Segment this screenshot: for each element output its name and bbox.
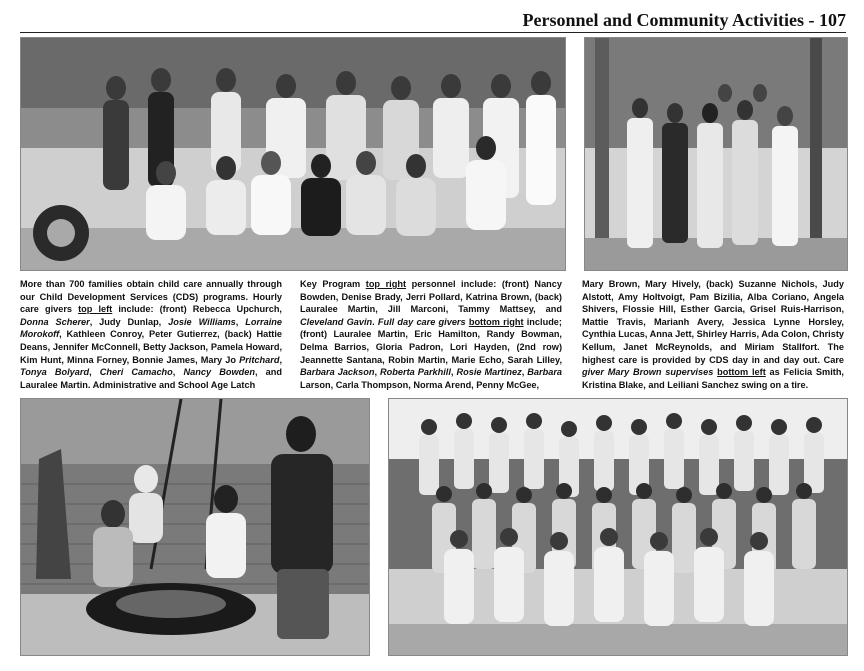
caption-text: , Kathleen Conroy, Peter Gutierrez, (back) Hattie Deans, Jennifer McConnell, Betty Jackson, Pamela Howard, Kim Hunt, Minna Forney, Bonnie James, Mary Jo	[20, 329, 282, 365]
caption-column-3	[582, 278, 844, 390]
caption-text: ,	[374, 367, 381, 378]
page-header	[20, 8, 846, 33]
caption-text: , and Lauralee Martin. Administrative and School Age Latch	[20, 367, 282, 390]
photo-key-program-personnel	[584, 37, 848, 271]
caption-name: Pritchard	[239, 354, 280, 365]
caption-text: as Felicia Smith, Kristina Blake, and Leiliani Sanchez swing on a tire.	[582, 367, 844, 390]
caption-position-label: top right	[365, 279, 407, 289]
caption-text: ,	[521, 367, 528, 378]
caption-name: Roberta Parkhill	[380, 367, 451, 378]
caption-text: Full day care givers	[377, 316, 469, 327]
caption-text: ,	[172, 367, 184, 378]
caption-text: More than 700 families obtain child care annually through our Child Development Services (CDS) programs. Hourly care givers	[20, 279, 282, 315]
caption-name: Rosie Martinez	[456, 367, 522, 378]
page-title: Personnel and Community Activities - 107	[522, 10, 846, 30]
caption-text: , Judy Dunlap,	[89, 316, 169, 327]
caption-column-2	[300, 278, 562, 390]
caption-text: ,	[89, 367, 100, 378]
caption-text: Key Program	[300, 279, 366, 289]
caption-text: ,	[235, 316, 246, 327]
caption-text: personnel include: (front) Nancy Bowden, Denise Brady, Jerri Pollard, Katrina Brown, (back) Lauralee Martin, Jill Marconi, Tammy Mattsey, and	[300, 279, 562, 315]
caption-text: ,	[279, 354, 282, 365]
photo-key-program-personnel-image	[585, 38, 847, 270]
caption-text: giver Mary Brown supervises	[582, 367, 718, 378]
caption-name: Nancy Bowden	[183, 367, 255, 378]
photo-hourly-care-givers	[20, 37, 566, 271]
caption-text: include; (front) Lauralee Martin, Eric Hamilton, Randy Bowman, Delma Barrios, Gloria Padron, Lori Hayden, (2nd row) Jeannette Santana, Robin Martin, Marie Echo, Sarah Lilley,	[300, 316, 562, 365]
caption-name: Barbara	[527, 367, 562, 378]
caption-name: Lorraine Morokoff	[20, 316, 282, 340]
caption-text: include: (front) Rebecca Upchurch,	[112, 304, 282, 315]
caption-column-1	[20, 278, 282, 390]
photo-tire-swing-image	[21, 399, 369, 655]
caption-name: Cheri Camacho	[99, 367, 173, 378]
caption-position-label: bottom left	[717, 367, 766, 378]
caption-text: Larson, Carla Thompson, Norma Arend, Penny McGee,	[300, 379, 540, 390]
caption-name: Josie Williams	[168, 316, 236, 327]
caption-text: .	[372, 316, 378, 327]
caption-name: Tonya Bolyard	[20, 367, 90, 378]
photo-full-day-care-givers-image	[389, 399, 847, 655]
caption-text: ,	[450, 367, 457, 378]
caption-position-label: top left	[78, 304, 113, 315]
caption-name: Donna Scherer	[20, 316, 90, 327]
photo-tire-swing	[20, 398, 370, 656]
caption-name: Cleveland Gavin	[300, 316, 373, 327]
caption-text: Mary Brown, Mary Hively, (back) Suzanne Nichols, Judy Alstott, Amy Holtvoigt, Pam Bizilia, Alba Coriano, Angela Shivers, Flossie Hill, Esther Garcia, Grisel Ruis-Harrison, Mattie Travis, Marianh Avery, Jessica Lynne Horsley, Cynthia Lucas, Anna Jett, Shirley Harris, Ada Colon, Christy Kellum, Janet McReynolds, and Miriam Stallfort. The highest care is provided by CDS day in and day out. Care	[582, 279, 844, 365]
caption-name: Barbara Jackson	[300, 367, 375, 378]
photo-hourly-care-givers-image	[21, 38, 565, 270]
photo-full-day-care-givers	[388, 398, 848, 656]
caption-position-label: bottom right	[468, 316, 524, 327]
